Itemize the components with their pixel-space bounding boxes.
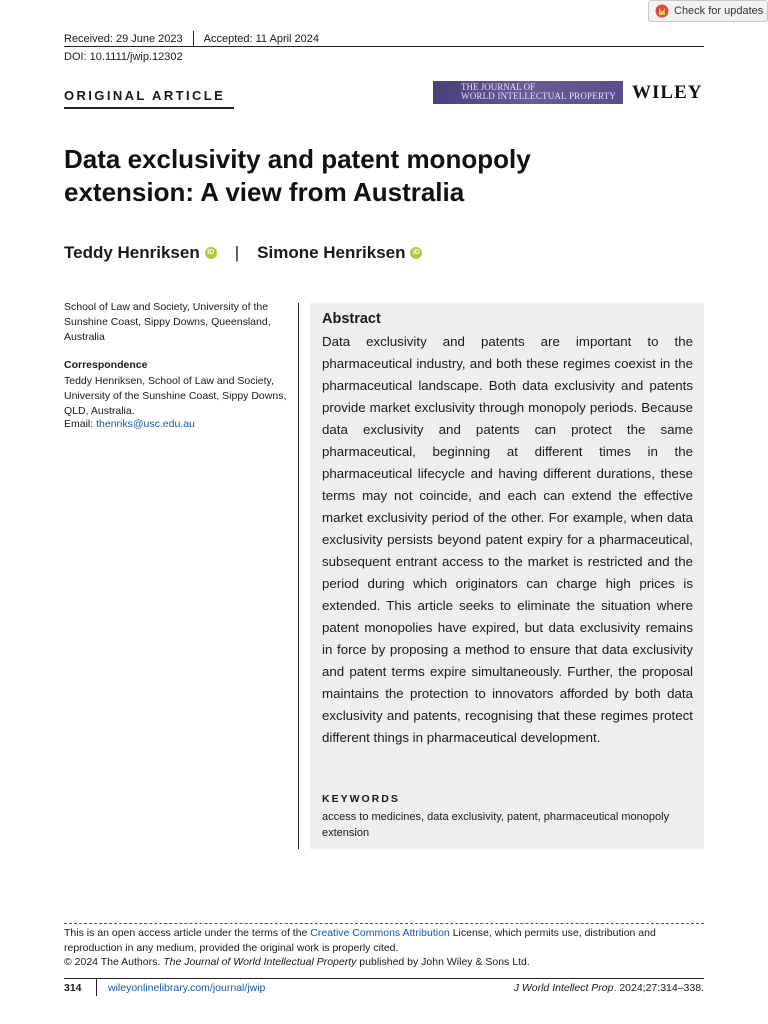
orcid-icon[interactable]: iD (205, 247, 217, 259)
page-number: 314 (64, 982, 82, 994)
affiliation: School of Law and Society, University of the Sunshine Coast, Sippy Downs, Queensland, Australia (64, 301, 271, 343)
check-for-updates-button[interactable] (648, 0, 768, 22)
journal-logo-line1: THE JOURNAL OF (461, 82, 536, 92)
orcid-icon[interactable]: iD (410, 247, 422, 259)
abstract-text: Data exclusivity and patents are important to the pharmaceutical industry, and both these regimes coexist in the pharmaceutical landscape. Both data exclusivity and patents provide market exclusivity through monopoly periods. Because data exclusivity and patents can protect the same pharmaceutical, beginning at different times in the pharmaceutical lifecycle and having different durations, these terms may not coincide, and each can extend the effective market exclusivity period of the other. For example, when data exclusivity persists beyond patent expiry for a pharmaceutical, subsequent entrant access to the market is restricted and the period during which originators can charge high prices is extended. This article seeks to eliminate the situation where patent monopolies have expired, but data exclusivity remains in force by proposing a method to ensure that data exclusivity and patent terms expire simultaneously. Further, the proposal maintains the protection to innovators afforded by both data exclusivity and patents, recognising that these regimes protect different things in pharmaceutical development. (322, 334, 693, 745)
correspondence-address: Teddy Henriksen, School of Law and Society, University of the Sunshine Coast, Sippy Downs, QLD, Australia. (64, 375, 287, 417)
abstract-divider (298, 303, 299, 849)
section-underline (64, 107, 234, 109)
license-text: License, which permits use, distribution and reproduction in any medium, provided the original work is properly cited. (64, 927, 656, 954)
keywords-heading: KEYWORDS (322, 793, 400, 805)
journal-website-link[interactable]: wileyonlinelibrary.com/journal/jwip (108, 982, 266, 994)
license-link[interactable]: Creative Commons Attribution (310, 927, 450, 939)
email-label: Email: (64, 418, 97, 430)
crossmark-icon (655, 4, 669, 18)
email-line (64, 418, 195, 430)
citation (514, 982, 704, 994)
article-title: Data exclusivity and patent monopoly extension: A view from Australia (64, 144, 531, 207)
author-separator: | (234, 243, 240, 262)
abstract-heading: Abstract (322, 311, 381, 327)
email-link[interactable]: thenriks@usc.edu.au (96, 418, 195, 430)
footer-divider (96, 979, 97, 996)
doi[interactable]: DOI: 10.1111/jwip.12302 (64, 51, 183, 63)
author-list (64, 243, 422, 263)
copyright-line (64, 956, 530, 968)
footer-dashed-rule (64, 923, 704, 924)
copyright-text: © 2024 The Authors. (64, 956, 164, 968)
keywords-list: access to medicines, data exclusivity, patent, pharmaceutical monopoly extension (322, 811, 670, 839)
footer-rule (64, 978, 704, 979)
journal-logo (433, 81, 623, 104)
header-rule (64, 46, 704, 47)
author-name[interactable]: Simone Henriksen (257, 243, 406, 262)
license-text: This is an open access article under the terms of the (64, 927, 311, 939)
dates-divider (193, 31, 194, 46)
section-label: ORIGINAL ARTICLE (64, 88, 226, 103)
author-name[interactable]: Teddy Henriksen (64, 243, 200, 262)
accepted-date: Accepted: 11 April 2024 (203, 32, 320, 45)
received-date: Received: 29 June 2023 (64, 32, 183, 45)
copyright-journal: The Journal of World Intellectual Property (163, 956, 357, 968)
citation-journal: J World Intellect Prop (513, 982, 614, 994)
license-note (64, 926, 704, 956)
dates-line (64, 31, 319, 46)
correspondence-heading: Correspondence (64, 359, 148, 371)
publisher-logo: WILEY (632, 82, 703, 103)
journal-logo-line2: WORLD INTELLECTUAL PROPERTY (461, 91, 617, 101)
check-for-updates-label: Check for updates (674, 5, 764, 17)
citation-details: . 2024;27:314–338. (613, 982, 704, 994)
copyright-text: published by John Wiley & Sons Ltd. (356, 956, 530, 968)
